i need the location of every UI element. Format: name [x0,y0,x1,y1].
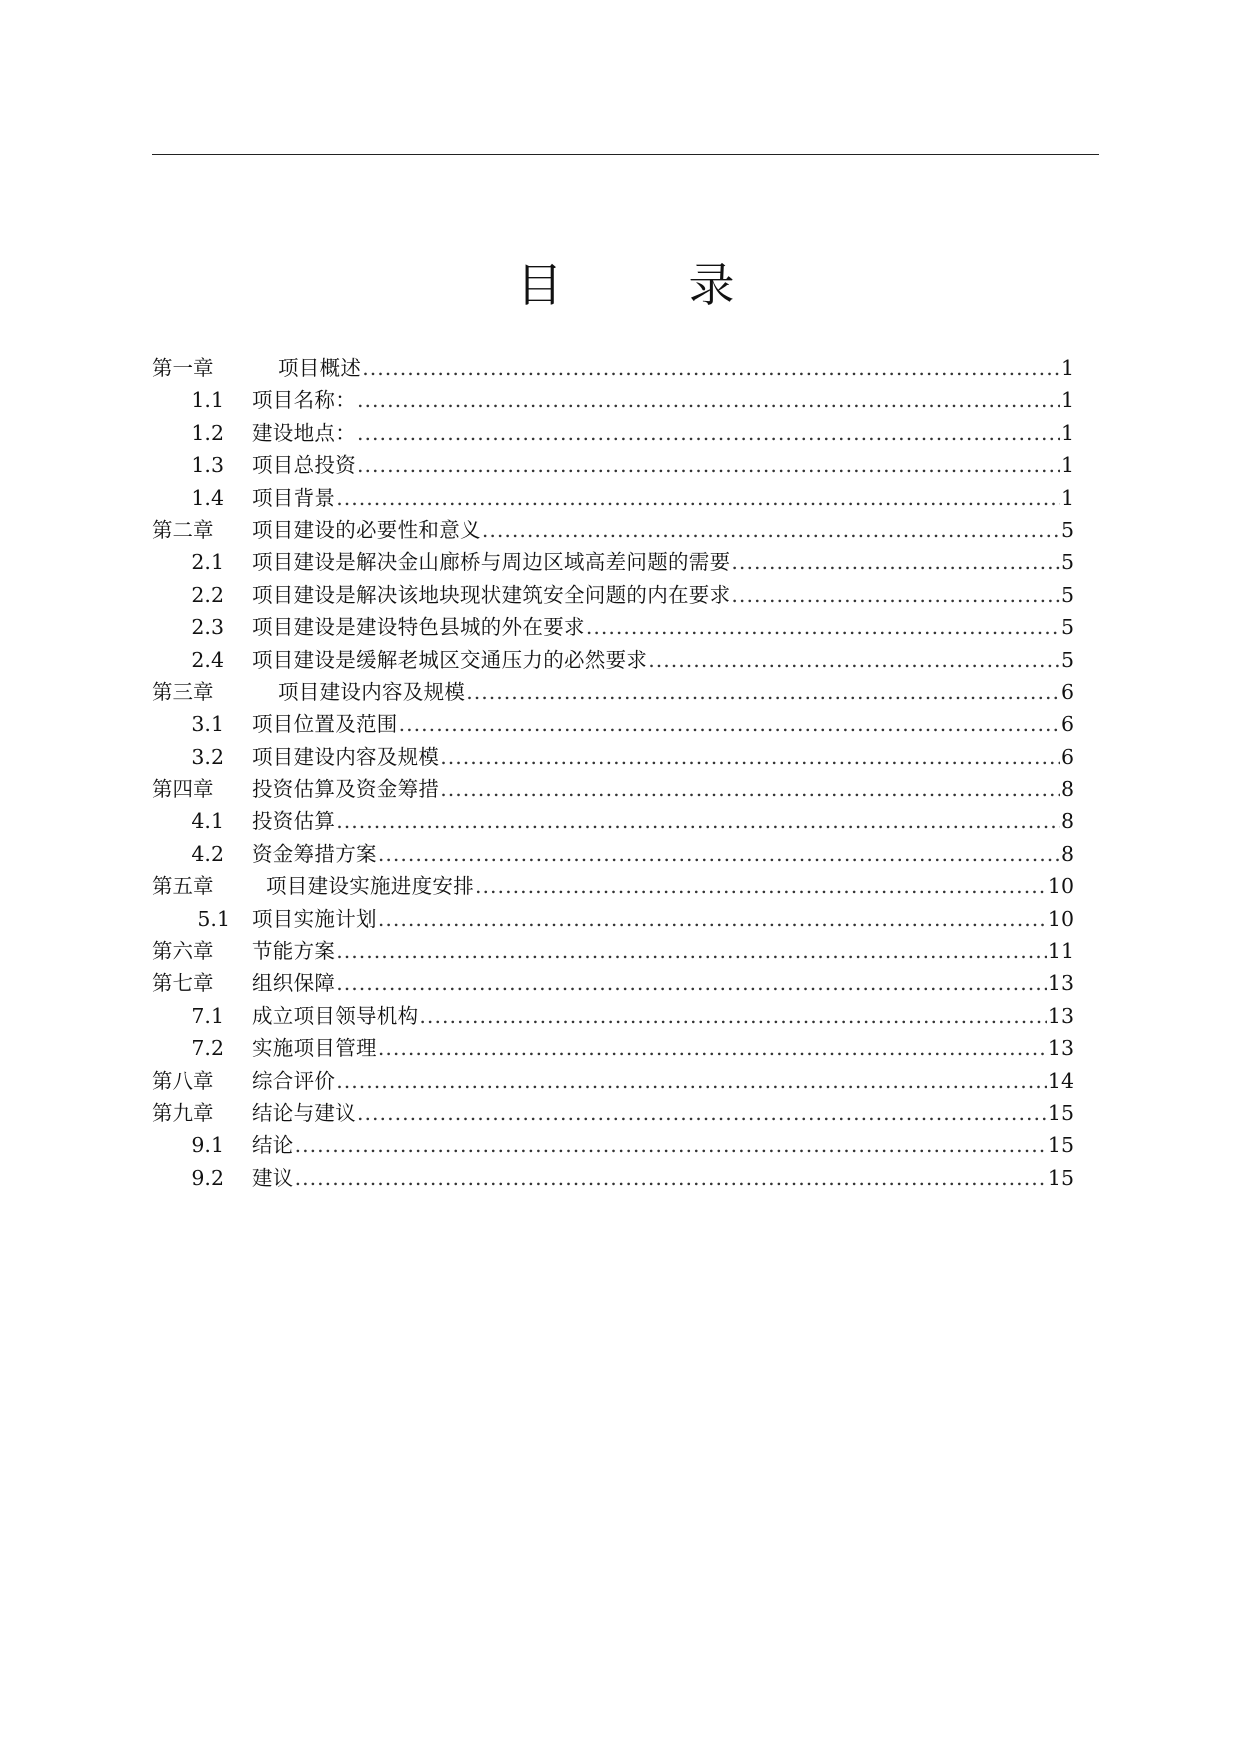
toc-entry-page-number: 1 [1060,453,1074,478]
toc-dot-leader [482,514,1060,546]
toc-entry-number: 第六章 [152,939,214,964]
toc-entry-title: 项目建设的必要性和意义 [252,517,481,542]
toc-dot-leader [336,805,1060,837]
toc-entry-title: 项目位置及范围 [252,712,398,737]
toc-entry-page-number: 8 [1060,809,1074,834]
toc-entry-number: 3.2 [191,744,224,769]
toc-dot-leader [586,611,1060,643]
toc-chapter-entry[interactable] [152,773,1074,805]
toc-entry-title: 投资估算及资金筹措 [252,777,440,802]
toc-entry-title: 项目概述 [278,356,362,380]
toc-section-entry[interactable] [152,417,1074,449]
toc-entry-title: 项目建设内容及规模 [252,744,440,769]
toc-entry-page-number: 8 [1060,841,1074,866]
toc-entry-number: 1.3 [191,453,224,478]
toc-entry-title: 建设地点： [252,420,356,445]
header-rule [152,154,1099,155]
toc-section-entry[interactable] [152,903,1074,935]
table-of-contents [152,352,1074,1194]
toc-section-entry[interactable] [152,611,1074,643]
toc-entry-title: 项目总投资 [252,453,356,478]
toc-entry-title: 结论与建议 [252,1100,356,1125]
toc-entry-title: 项目实施计划 [252,906,377,931]
toc-entry-title: 项目背景 [252,485,336,510]
toc-entry-number: 4.2 [191,841,224,866]
toc-dot-leader [440,741,1060,773]
toc-entry-title: 项目建设是建设特色县城的外在要求 [252,615,585,640]
toc-section-entry[interactable] [152,579,1074,611]
toc-dot-leader [357,417,1060,449]
toc-entry-title: 综合评价 [252,1068,336,1093]
toc-entry-title: 节能方案 [252,939,336,964]
toc-section-entry[interactable] [152,482,1074,514]
toc-entry-number: 2.1 [191,550,224,575]
toc-chapter-entry[interactable] [152,352,1074,384]
toc-entry-title: 投资估算 [252,809,336,834]
toc-entry-page-number: 13 [1047,1003,1074,1028]
toc-entry-page-number: 1 [1060,420,1074,445]
toc-dot-leader [336,935,1047,967]
toc-entry-number: 5.1 [197,906,230,931]
toc-entry-page-number: 10 [1047,906,1074,931]
toc-chapter-entry[interactable] [152,514,1074,546]
toc-entry-page-number: 6 [1060,744,1074,769]
toc-entry-page-number: 5 [1060,517,1074,542]
toc-entry-number: 3.1 [191,712,224,737]
toc-entry-page-number: 11 [1047,939,1074,964]
toc-entry-title: 建议 [252,1165,294,1190]
toc-section-entry[interactable] [152,1032,1074,1064]
toc-dot-leader [357,1097,1047,1129]
toc-chapter-entry[interactable] [152,967,1074,999]
toc-dot-leader [336,482,1060,514]
toc-entry-page-number: 5 [1060,582,1074,607]
toc-entry-number: 第四章 [152,777,214,802]
toc-entry-number: 1.2 [191,420,224,445]
toc-entry-page-number: 6 [1060,712,1074,737]
toc-chapter-entry[interactable] [152,676,1074,708]
toc-entry-page-number: 5 [1060,647,1074,672]
toc-entry-page-number: 13 [1047,971,1074,996]
toc-entry-title: 项目建设实施进度安排 [266,874,474,899]
toc-chapter-entry[interactable] [152,870,1074,902]
toc-dot-leader [336,967,1047,999]
toc-entry-title: 成立项目领导机构 [252,1003,419,1028]
toc-section-entry[interactable] [152,1162,1074,1194]
toc-entry-page-number: 15 [1047,1165,1074,1190]
toc-entry-number: 1.1 [191,388,224,413]
toc-entry-number: 1.4 [191,485,224,510]
toc-entry-title: 项目名称： [252,388,356,413]
toc-entry-title: 实施项目管理 [252,1036,377,1061]
toc-dot-leader [357,449,1060,481]
toc-section-entry[interactable] [152,384,1074,416]
toc-dot-leader [357,384,1060,416]
toc-entry-number: 2.2 [191,582,224,607]
toc-dot-leader [378,903,1047,935]
toc-dot-leader [295,1129,1047,1161]
toc-entry-page-number: 10 [1047,874,1074,899]
toc-section-entry[interactable] [152,805,1074,837]
toc-dot-leader [475,870,1047,902]
toc-dot-leader [362,352,1060,384]
toc-section-entry[interactable] [152,708,1074,740]
toc-section-entry[interactable] [152,546,1074,578]
toc-section-entry[interactable] [152,1000,1074,1032]
toc-entry-number: 第九章 [152,1100,214,1125]
toc-entry-number: 9.1 [191,1133,224,1158]
toc-entry-page-number: 6 [1060,679,1074,704]
toc-entry-number: 2.3 [191,615,224,640]
toc-chapter-entry[interactable] [152,1097,1074,1129]
toc-entry-page-number: 13 [1047,1036,1074,1061]
toc-entry-number: 7.2 [191,1036,224,1061]
toc-entry-number: 4.1 [191,809,224,834]
toc-dot-leader [378,1032,1047,1064]
toc-entry-number: 9.2 [191,1165,224,1190]
toc-dot-leader [399,708,1060,740]
toc-dot-leader [440,773,1060,805]
toc-dot-leader [378,838,1060,870]
toc-entry-number: 2.4 [191,647,224,672]
toc-entry-title: 结论 [252,1133,294,1158]
toc-chapter-entry[interactable] [152,935,1074,967]
toc-dot-leader [295,1162,1047,1194]
toc-entry-page-number: 14 [1047,1068,1074,1093]
toc-entry-title: 项目建设是解决该地块现状建筑安全问题的内在要求 [252,582,731,607]
toc-section-entry[interactable] [152,838,1074,870]
toc-section-entry[interactable] [152,741,1074,773]
toc-entry-page-number: 1 [1060,388,1074,413]
toc-dot-leader [419,1000,1047,1032]
title-char-2: 录 [688,258,735,312]
toc-entry-page-number: 15 [1047,1133,1074,1158]
toc-entry-title: 项目建设是解决金山廊桥与周边区域高差问题的需要 [252,550,731,575]
toc-entry-page-number: 5 [1060,550,1074,575]
toc-section-entry[interactable] [152,449,1074,481]
toc-entry-title: 项目建设内容及规模 [278,679,466,704]
toc-entry-number: 7.1 [191,1003,224,1028]
toc-entry-page-number: 1 [1060,356,1074,380]
toc-entry-title: 组织保障 [252,971,336,996]
toc-entry-number: 第七章 [152,971,214,996]
toc-entry-number: 第八章 [152,1068,214,1093]
toc-dot-leader [648,644,1060,676]
toc-entry-number: 第一章 [152,356,214,380]
toc-chapter-entry[interactable] [152,1065,1074,1097]
toc-section-entry[interactable] [152,1129,1074,1161]
toc-entry-number: 第三章 [152,679,214,704]
toc-entry-page-number: 8 [1060,777,1074,802]
toc-entry-number: 第五章 [152,874,214,899]
toc-entry-title: 项目建设是缓解老城区交通压力的必然要求 [252,647,648,672]
toc-dot-leader [336,1065,1047,1097]
toc-entry-page-number: 15 [1047,1100,1074,1125]
toc-dot-leader [466,676,1060,708]
toc-section-entry[interactable] [152,644,1074,676]
title-char-1: 目 [516,258,563,312]
toc-dot-leader [731,579,1060,611]
toc-dot-leader [731,546,1060,578]
toc-entry-title: 资金筹措方案 [252,841,377,866]
toc-entry-page-number: 1 [1060,485,1074,510]
toc-entry-number: 第二章 [152,517,214,542]
toc-entry-page-number: 5 [1060,615,1074,640]
page-title [152,255,1099,315]
